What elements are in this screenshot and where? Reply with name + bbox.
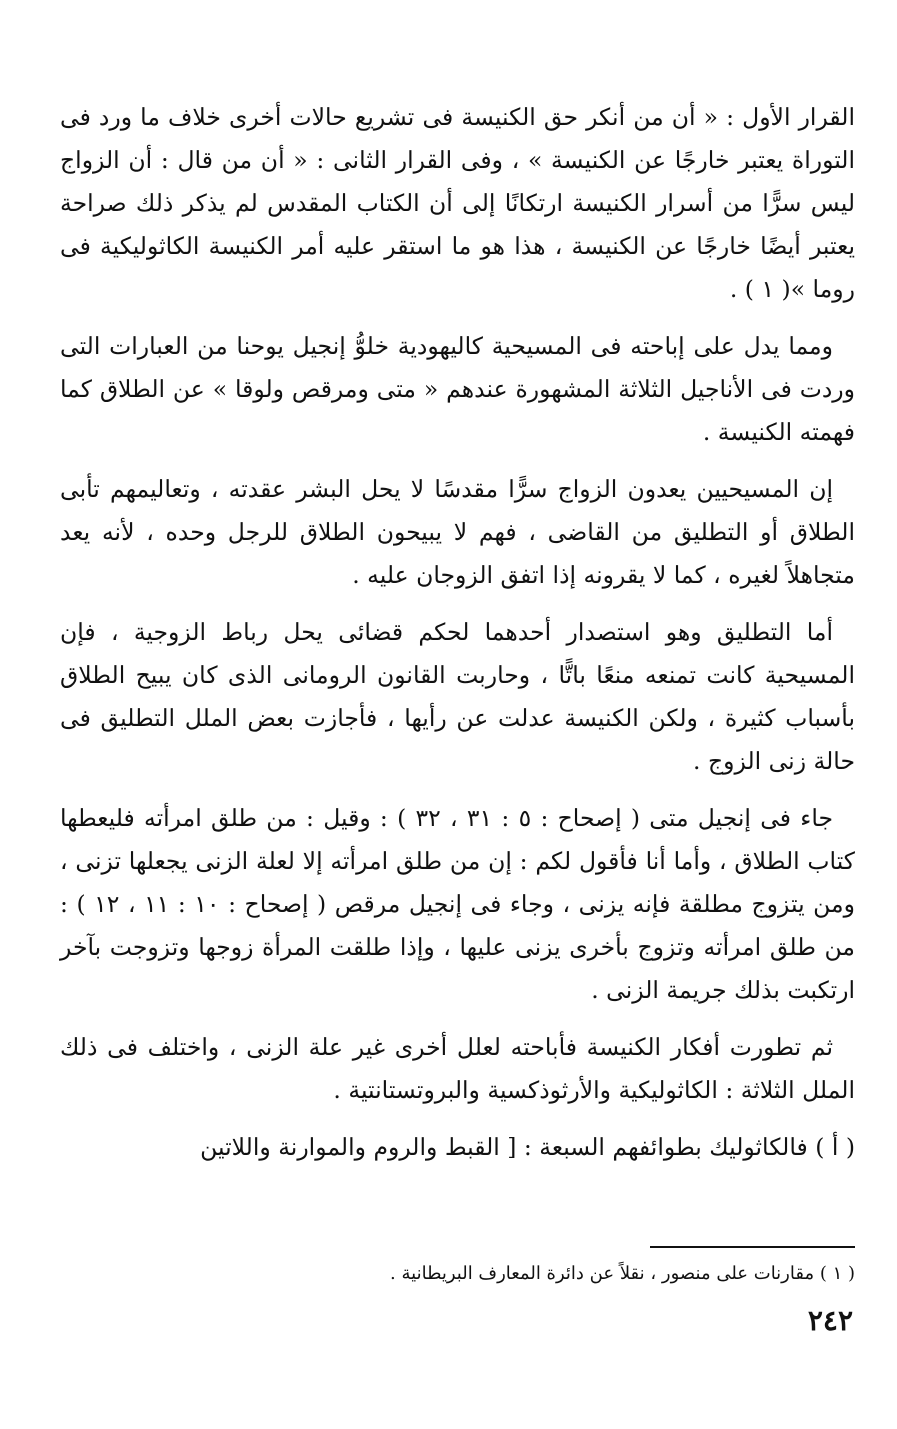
paragraph-3: إن المسيحيين يعدون الزواج سرًّا مقدسًا لا يحل البشر عقدته ، وتعاليمهم تأبى الطلاق أو التطليق من القاضى ، فهم لا يبيحون الطلاق للرجل وحده ، لأنه يعد متجاهلاً لغيره ، كما لا يقرونه إذا اتفق الزوجان عليه .	[60, 475, 855, 589]
paragraph-7: ( أ ) فالكاثوليك بطوائفهم السبعة : [ القبط والروم والموارنة واللاتين	[200, 1133, 855, 1161]
paragraph-1: القرار الأول : « أن من أنكر حق الكنيسة فى تشريع حالات أخرى خلاف ما ورد فى التوراة يعتبر خارجًا عن الكنيسة » ، وفى القرار الثانى : « أن من قال : أن الزواج ليس سرًّا من أسرار الكنيسة ارتكانًا إلى أن الكتاب المقدس لم يذكر ذلك صراحة يعتبر أيضًا خارجًا عن الكنيسة ، هذا هو ما استقر عليه أمر الكنيسة الكاثوليكية فى روما »( ١ ) .	[60, 103, 855, 303]
footnote-divider	[650, 1246, 855, 1248]
paragraph-4: أما التطليق وهو استصدار أحدهما لحكم قضائى يحل رباط الزوجية ، فإن المسيحية كانت تمنعه منعًا باتًّا ، وحاربت القانون الرومانى الذى كان يبيح الطلاق بأسباب كثيرة ، ولكن الكنيسة عدلت عن رأيها ، فأجازت بعض الملل التطليق فى حالة زنى الزوج .	[60, 618, 855, 775]
page-number: ٢٤٢	[807, 1304, 853, 1337]
paragraph-2: ومما يدل على إباحته فى المسيحية كاليهودية خلوُّ إنجيل يوحنا من العبارات التى وردت فى الأناجيل الثلاثة المشهورة عندهم « متى ومرقص ولوقا » عن الطلاق كما فهمته الكنيسة .	[60, 332, 855, 446]
paragraph-5: جاء فى إنجيل متى ( إصحاح : ٥ : ٣١ ، ٣٢ ) : وقيل : من طلق امرأته فليعطها كتاب الطلاق ، وأما أنا فأقول لكم : إن من طلق امرأته إلا لعلة الزنى يجعلها تزنى ، ومن يتزوج مطلقة فإنه يزنى ، وجاء فى إنجيل مرقص ( إصحاح : ١٠ : ١١ ، ١٢ ) : من طلق امرأته وتزوج بأخرى يزنى عليها ، وإذا طلقت المرأة زوجها وتزوجت بآخر ارتكبت بذلك جريمة الزنى .	[60, 804, 855, 1004]
paragraph-6: ثم تطورت أفكار الكنيسة فأباحته لعلل أخرى غير علة الزنى ، واختلف فى ذلك الملل الثلاثة : الكاثوليكية والأرثوذكسية والبروتستانتية .	[60, 1033, 855, 1104]
footnote: ( ١ ) مقارنات على منصور ، نقلاً عن دائرة المعارف البريطانية .	[390, 1263, 855, 1284]
body-text	[60, 96, 855, 1183]
